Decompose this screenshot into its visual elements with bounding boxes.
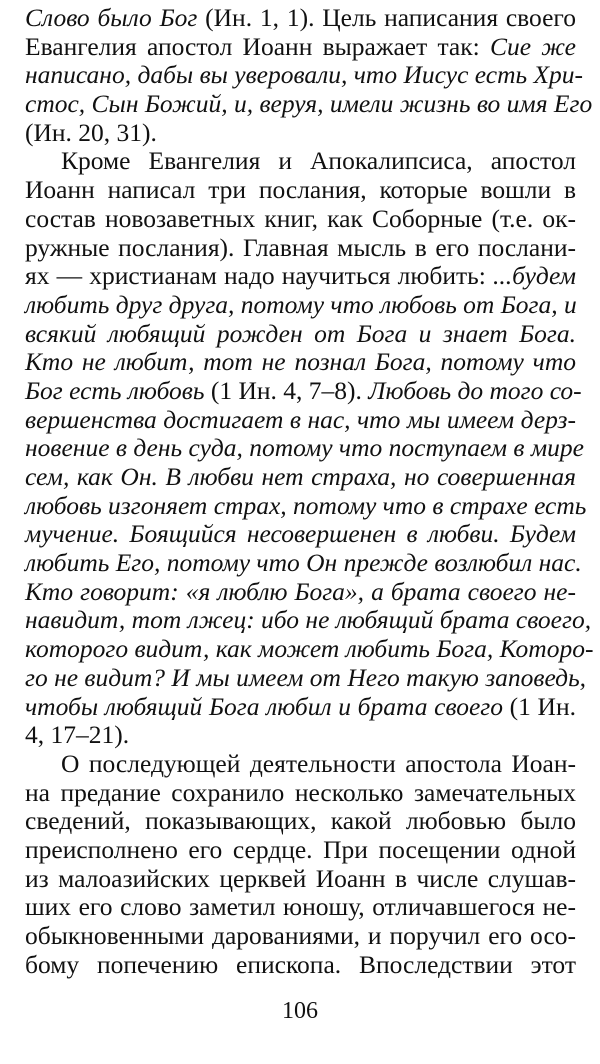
text-line — [25, 147, 576, 176]
text-segment: бому попечению епископа. Впоследствии этот — [25, 949, 576, 979]
italic-quote-text: любить Его, потому что Он прежде возлюбил нас. — [25, 548, 582, 578]
italic-quote-text: Любовь до того со- — [368, 375, 582, 405]
italic-quote-text: чтобы любящий Бога любил и брата своего — [25, 691, 503, 721]
text-line — [25, 33, 576, 62]
text-line — [25, 119, 576, 148]
text-segment: преисполнено его сердце. При посещении одной — [25, 834, 576, 864]
text-segment: (Ин. 20, 31). — [25, 117, 157, 147]
text-segment: ших его слово заметил юношу, отличавшегося не- — [25, 892, 576, 922]
text-segment: из малоазийских церквей Иоанн в числе слушав- — [25, 863, 576, 893]
text-line — [25, 375, 582, 406]
italic-quote-text: Слово было Бог — [25, 3, 198, 32]
text-line — [25, 922, 576, 951]
text-line — [25, 490, 587, 521]
text-line — [25, 89, 593, 119]
text-line — [25, 807, 576, 836]
text-segment: (1 Ин. 4, 7–8). — [204, 375, 369, 405]
text-segment: ях — христианам надо научиться любить: — [25, 261, 493, 291]
text-line — [25, 893, 576, 922]
text-segment: 4, 17–21). — [25, 720, 130, 750]
text-line — [25, 60, 584, 90]
text-line — [25, 836, 576, 865]
italic-quote-text: мучение. Боящийся несовершенен в любви. Будем — [25, 519, 576, 549]
text-segment: обыкновенными дарованиями, и поручил его осо- — [25, 921, 576, 950]
text-segment: сведений, показывающих, какой любовью было — [25, 806, 576, 836]
text-line — [25, 693, 576, 722]
text-line — [25, 779, 576, 808]
italic-quote-text: вершенства достигает в нас, что мы имеем дерз- — [25, 404, 576, 434]
text-line — [25, 578, 576, 607]
text-line — [25, 176, 576, 205]
text-line — [25, 348, 576, 377]
text-line — [25, 662, 587, 693]
text-line — [25, 865, 576, 894]
text-line — [25, 406, 576, 435]
text-segment: Евангелия апостол Иоанн выражает так: — [25, 31, 490, 61]
italic-quote-text: ...будем — [492, 261, 576, 291]
text-line — [25, 234, 576, 263]
text-line — [25, 750, 576, 779]
italic-quote-text: го не видит? И мы имеем от Него такую заповедь, — [25, 662, 587, 692]
body-text — [25, 3, 594, 979]
text-line — [25, 548, 582, 578]
text-segment: Кроме Евангелия и Апокалипсиса, апостол — [61, 146, 576, 176]
text-line — [25, 291, 576, 320]
text-line — [25, 634, 594, 664]
text-line — [25, 951, 576, 980]
italic-quote-text: любить друг друга, потому что любовь от Бога, и — [25, 289, 577, 319]
text-segment: (1 Ин. — [502, 691, 576, 721]
text-segment: (Ин. 1, 1). Цель написания своего — [197, 3, 577, 32]
text-line — [25, 605, 592, 635]
italic-quote-text: написано, дабы вы уверовали, что Иисус есть Хри- — [25, 60, 584, 90]
italic-quote-text: которого видит, как может любить Бога, Которо- — [25, 634, 594, 664]
text-line — [25, 721, 576, 750]
page-number: 106 — [282, 998, 318, 1024]
italic-quote-text: Бог есть любовь — [25, 375, 205, 405]
italic-quote-text: любовь изгоняет страх, потому что в страхе есть — [25, 490, 587, 520]
text-segment: ружные послания). Главная мысль в его послани- — [25, 232, 576, 262]
text-line — [25, 205, 576, 234]
text-line — [25, 463, 576, 492]
text-segment: О последующей деятельности апостола Иоан- — [61, 748, 576, 778]
text-line — [25, 4, 576, 33]
text-segment: на предание сохранило несколько замечательных — [25, 777, 576, 807]
text-segment: Иоанн написал три послания, которые вошли в — [25, 175, 576, 205]
text-line — [25, 262, 576, 291]
italic-quote-text: Кто не любит, тот не познал Бога, потому что — [25, 347, 576, 377]
italic-quote-text: всякий любящий рожден от Бога и знает Бога. — [25, 318, 576, 348]
text-segment: состав новозаветных книг, как Соборные (т.е. ок- — [25, 203, 576, 233]
italic-quote-text: сем, как Он. В любви нет страха, но совершенная — [25, 462, 576, 491]
text-line — [25, 433, 584, 463]
italic-quote-text: новение в день суда, потому что поступаем в мире — [25, 433, 584, 463]
italic-quote-text: Сие же — [489, 31, 576, 61]
italic-quote-text: стос, Сын Божий, и, веруя, имели жизнь во имя Его — [25, 89, 593, 119]
text-line — [25, 520, 576, 549]
italic-quote-text: навидит, тот лжец: ибо не любящий брата своего, — [25, 605, 592, 635]
text-line — [25, 320, 576, 349]
italic-quote-text: Кто говорит: «я люблю Бога», а брата своего не- — [25, 576, 576, 606]
